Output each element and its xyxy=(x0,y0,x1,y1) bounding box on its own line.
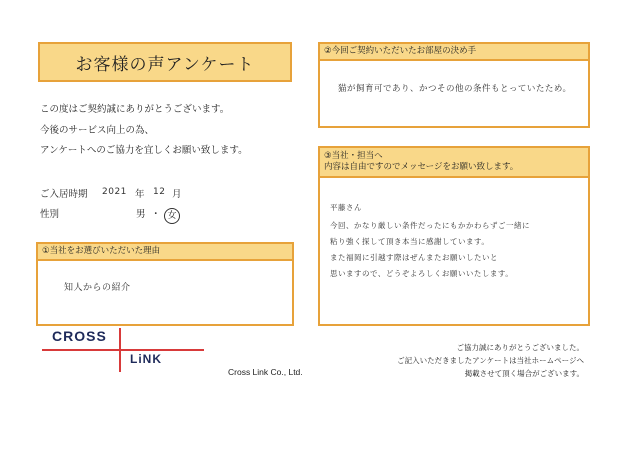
gender-label: 性別 xyxy=(40,209,60,220)
move-in-month: 12 xyxy=(153,187,166,197)
q2-header: ②今回ご契約いただいたお部屋の決め手 xyxy=(320,44,588,61)
logo-cross-text: CROSS xyxy=(52,328,107,344)
q3-answer-line-1: 平藤さん xyxy=(330,203,362,212)
q1-header: ①当社をお選びいただいた理由 xyxy=(38,244,292,261)
footer-line-2: ご記入いただきましたアンケートは当社ホームページへ xyxy=(397,356,584,365)
q1-panel xyxy=(36,242,294,326)
gender-separator: ・ xyxy=(151,209,161,220)
q3-header-line-1: ③当社・担当へ xyxy=(324,151,383,161)
q2-panel xyxy=(318,42,590,128)
gender-male: 男 xyxy=(136,209,146,220)
move-in-year-unit: 年 xyxy=(135,189,145,200)
q1-answer: 知人からの紹介 xyxy=(64,283,131,293)
move-in-year: 2021 xyxy=(102,187,127,197)
gender-female: 女 xyxy=(164,208,180,224)
footer-line-3: 掲載させて頂く場合がございます。 xyxy=(464,369,584,378)
q3-header-line-2: 内容は自由ですのでメッセージをお願い致します。 xyxy=(324,162,519,172)
logo-cross-vertical-line xyxy=(119,328,121,372)
move-in-label: ご入居時期 xyxy=(40,189,88,200)
q3-answer-line-2: 今回、かなり厳しい条件だったにもかかわらずご一緒に xyxy=(330,221,530,230)
company-name: Cross Link Co., Ltd. xyxy=(228,367,303,377)
logo-cross-horizontal-line xyxy=(42,349,204,351)
q3-panel xyxy=(318,146,590,326)
q3-header xyxy=(320,148,588,178)
intro-line-3: アンケートへのご協力を宜しくお願い致します。 xyxy=(40,145,248,156)
move-in-month-unit: 月 xyxy=(172,189,182,200)
q3-answer-line-5: 思いますので、どうぞよろしくお願いいたします。 xyxy=(330,269,514,278)
intro-line-1: この度はご契約誠にありがとうございます。 xyxy=(40,104,230,115)
q2-answer: 猫が飼育可であり、かつその他の条件もとっていたため。 xyxy=(338,84,572,94)
q3-answer-line-3: 粘り強く探して頂き本当に感謝しています。 xyxy=(330,237,490,246)
q3-answer-line-4: また福岡に引越す際はぜんまたお願いしたいと xyxy=(330,253,498,262)
logo-link-text: LiNK xyxy=(130,352,162,366)
gender-female-circled xyxy=(162,203,180,224)
page-title: お客様の声アンケート xyxy=(38,42,292,82)
intro-line-2: 今後のサービス向上の為、 xyxy=(40,125,155,136)
footer-line-1: ご協力誠にありがとうございました。 xyxy=(456,343,584,352)
